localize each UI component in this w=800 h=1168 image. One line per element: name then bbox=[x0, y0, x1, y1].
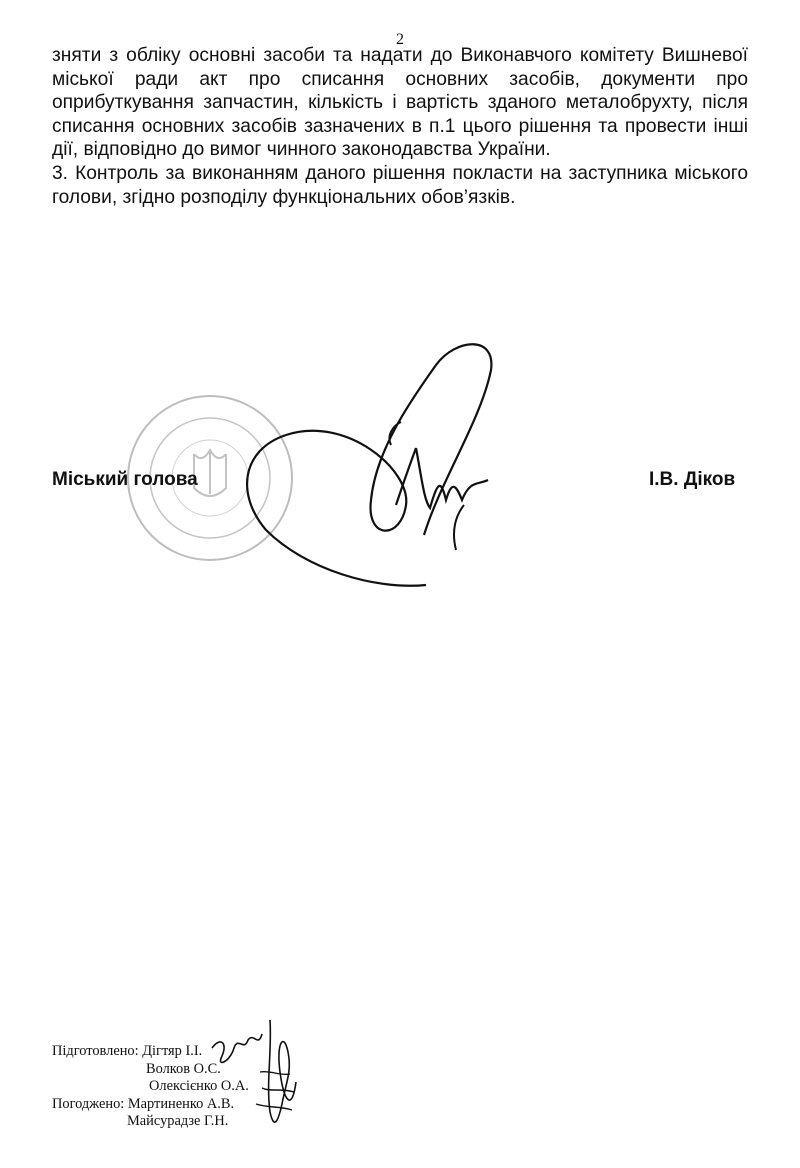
prepared-by-2: Волков О.С. bbox=[146, 1060, 221, 1077]
document-body bbox=[52, 44, 748, 209]
paragraph-item-3: 3. Контроль за виконанням даного рішення покласти на заступника міського голови, згідно розподілу функціональних обов’язків. bbox=[52, 162, 748, 208]
paragraph-continuation: зняти з обліку основні засоби та надати до Виконавчого комітету Вишневої міської ради акт про списання основних засобів, документи про оприбуткування запчастин, кількість і вартість зданого металобрухту, після списання основних засобів зазначених в п.1 цього рішення та провести інші дії, відповідно до вимог чинного законодавства України. bbox=[52, 45, 748, 161]
agreed-by: Погоджено: Мартиненко А.В. bbox=[52, 1095, 235, 1112]
position-title: Міський голова bbox=[52, 469, 198, 490]
footer-approvals bbox=[52, 1043, 249, 1131]
page-number: 2 bbox=[396, 31, 404, 48]
prepared-by: Підготовлено: Дігтяр І.І. bbox=[52, 1043, 203, 1059]
agreed-by-2: Майсурадзе Г.Н. bbox=[127, 1113, 229, 1129]
prepared-by-3: Олексієнко О.А. bbox=[149, 1078, 249, 1094]
signatory-name: І.В. Діков bbox=[649, 469, 736, 490]
mayor-signature bbox=[226, 330, 556, 592]
